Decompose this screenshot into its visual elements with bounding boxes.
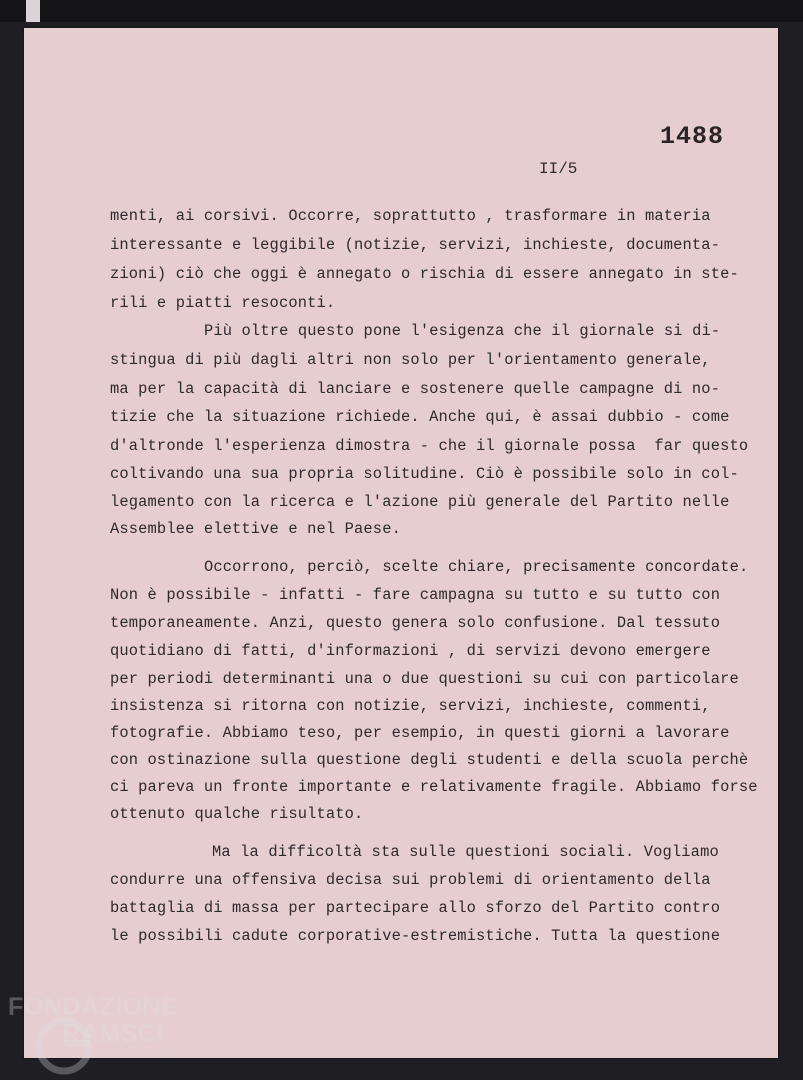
text-line: tizie che la situazione richiede. Anche qui, è assai dubbio - come [110, 408, 730, 426]
text-line: Assemblee elettive e nel Paese. [110, 520, 401, 538]
text-line: rili e piatti resoconti. [110, 294, 336, 312]
text-line: fotografie. Abbiamo teso, per esempio, in questi giorni a lavorare [110, 724, 730, 742]
page-tab-edge [26, 0, 40, 22]
text-line: battaglia di massa per partecipare allo sforzo del Partito contro [110, 899, 721, 917]
text-line: insistenza si ritorna con notizie, servizi, inchieste, commenti, [110, 697, 711, 715]
text-line: quotidiano di fatti, d'informazioni , di servizi devono emergere [110, 642, 711, 660]
page-number: 1488 [660, 122, 725, 151]
text-line: coltivando una sua propria solitudine. Ciò è possibile solo in col- [110, 465, 739, 483]
text-line: Più oltre questo pone l'esigenza che il giornale si di- [204, 322, 721, 340]
text-line: le possibili cadute corporative-estremistiche. Tutta la questione [110, 927, 721, 945]
page-reference: II/5 [539, 160, 578, 178]
text-line: Ma la difficoltà sta sulle questioni sociali. Vogliamo [212, 843, 719, 861]
text-line: stingua di più dagli altri non solo per l'orientamento generale, [110, 351, 711, 369]
text-line: con ostinazione sulla questione degli studenti e della scuola perchè [110, 751, 749, 769]
text-line: interessante e leggibile (notizie, servizi, inchieste, documenta- [110, 236, 721, 254]
text-line: per periodi determinanti una o due questioni su cui con particolare [110, 670, 739, 688]
text-line: legamento con la ricerca e l'azione più generale del Partito nelle [110, 493, 730, 511]
text-line: d'altronde l'esperienza dimostra - che il giornale possa far questo [110, 437, 749, 455]
top-strip [0, 0, 803, 22]
text-line: Non è possibile - infatti - fare campagna su tutto e su tutto con [110, 586, 721, 604]
text-line: zioni) ciò che oggi è annegato o rischia di essere annegato in ste- [110, 265, 739, 283]
fondazione-gramsci-watermark [4, 990, 214, 1080]
text-line: menti, ai corsivi. Occorre, soprattutto , trasformare in materia [110, 207, 711, 225]
watermark-line1: FONDAZIONE [8, 993, 179, 1021]
text-line: temporaneamente. Anzi, questo genera solo confusione. Dal tessuto [110, 614, 721, 632]
text-line: Occorrono, perciò, scelte chiare, precisamente concordate. [204, 558, 749, 576]
watermark-sub: onlus [154, 1050, 176, 1060]
text-line: ma per la capacità di lanciare e sostenere quelle campagne di no- [110, 380, 721, 398]
text-line: ci pareva un fronte importante e relativamente fragile. Abbiamo forse [110, 778, 758, 796]
text-line: condurre una offensiva decisa sui problemi di orientamento della [110, 871, 711, 889]
watermark-line2: RAMSCI [62, 1020, 164, 1048]
text-line: ottenuto qualche risultato. [110, 805, 364, 823]
